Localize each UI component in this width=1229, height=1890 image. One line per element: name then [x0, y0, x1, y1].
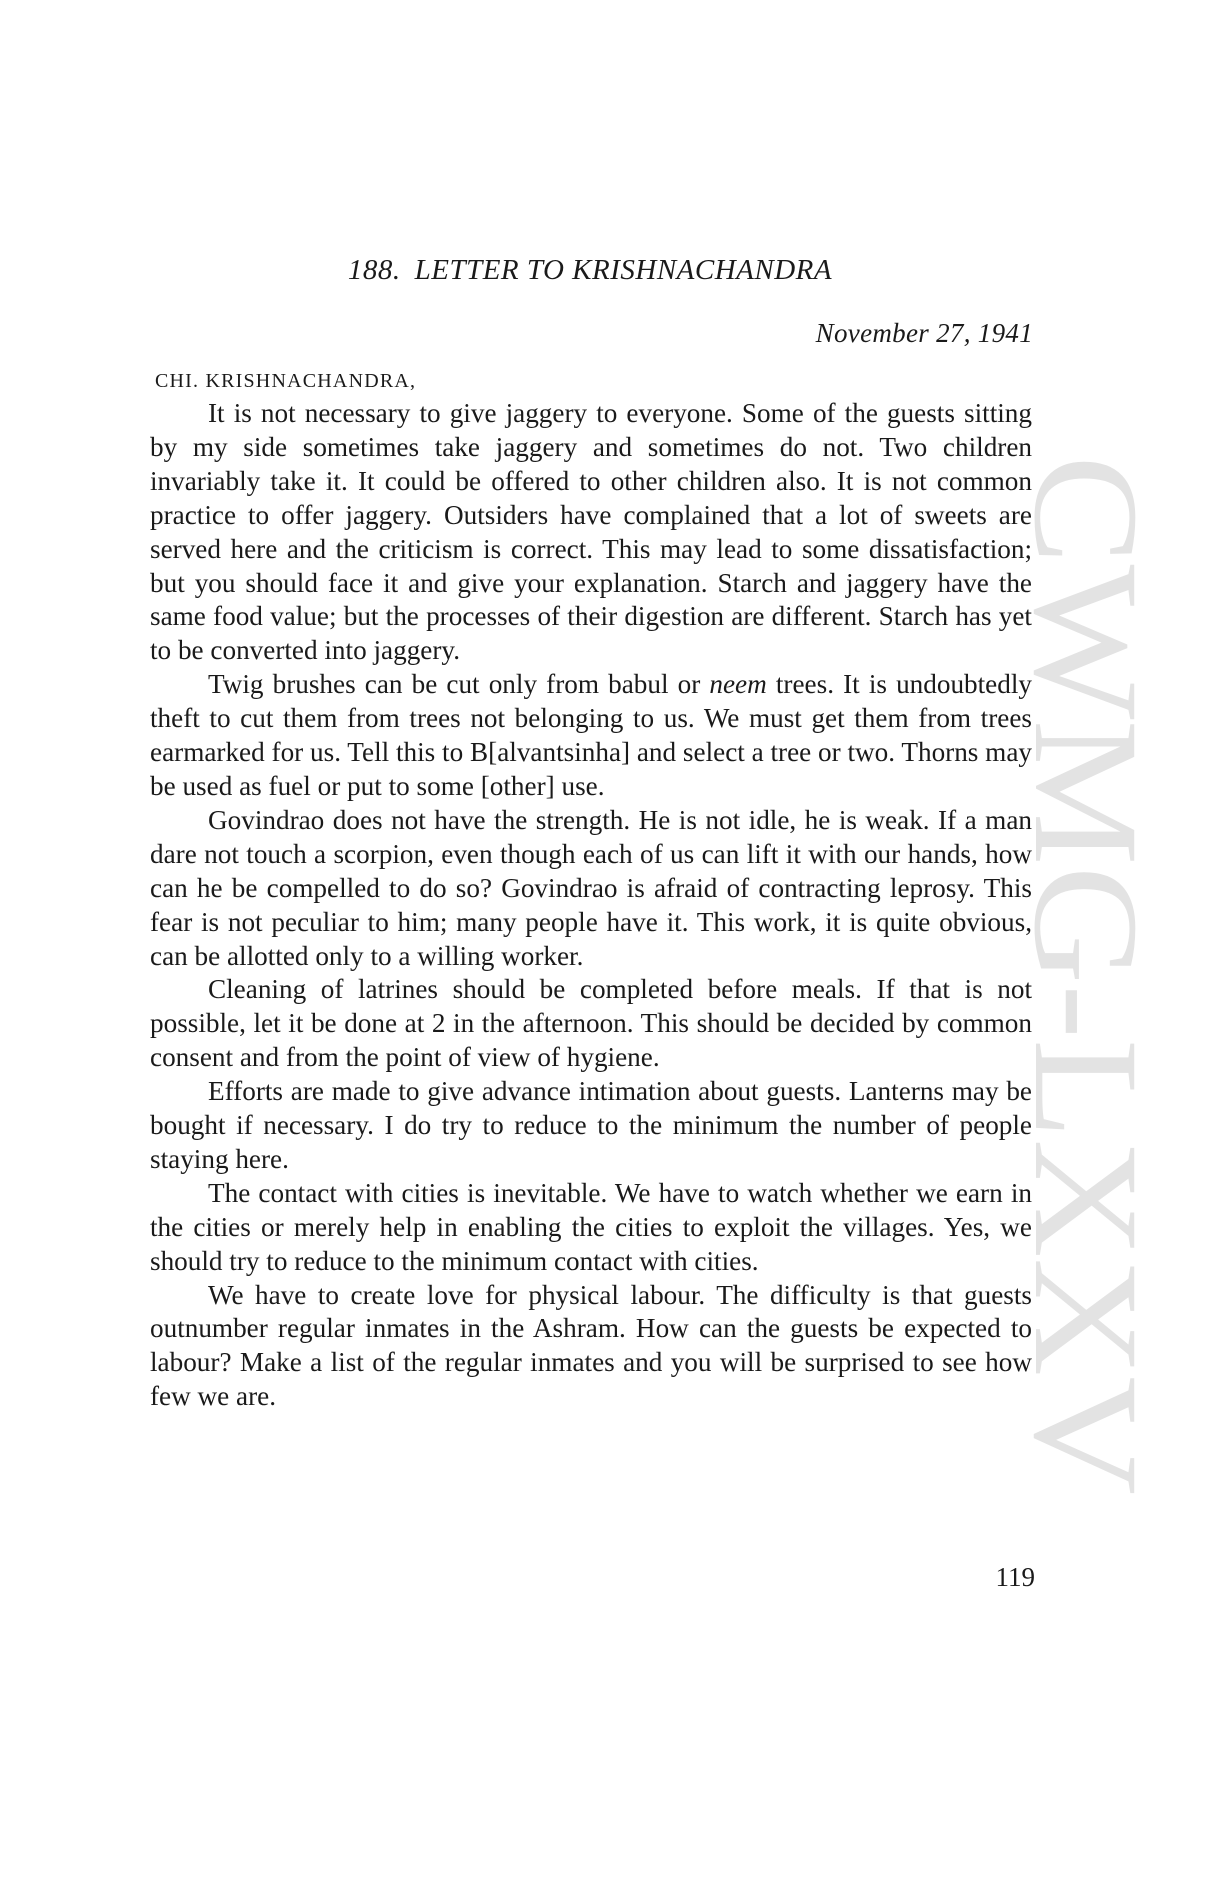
letter-heading — [150, 252, 1030, 288]
letter-number: 188. — [347, 254, 401, 286]
letter-body — [150, 397, 1032, 1414]
letter-title: LETTER TO KRISHNACHANDRA — [414, 254, 833, 286]
paragraph-5: Efforts are made to give advance intimation about guests. Lanterns may be bought if necessary. I do try to reduce to the minimum the number of people staying here. — [150, 1076, 1032, 1174]
watermark-text: CWMG-LXXV — [1003, 455, 1169, 1405]
paragraph-2-part-1: Twig brushes can be cut only from babul or — [208, 669, 710, 700]
paragraph-4: Cleaning of latrines should be completed before meals. If that is not possible, let it be done at 2 in the afternoon. This should be decided by common consent and from the point of view of hygiene. — [150, 974, 1032, 1073]
paragraph-2-part-2: trees. It is undoubtedly theft to cut them from trees not belonging to us. We must get them from trees earmarked for us. Tell this to B[alvantsinha] and select a tree or two. Thorns may be used as fuel or put to some [other] use. — [150, 669, 1032, 801]
paragraph-3: Govindrao does not have the strength. He is not idle, he is weak. If a man dare not touch a scorpion, even though each of us can lift it with our hands, how can he be compelled to do so? Govindrao is afraid of contracting leprosy. This fear is not peculiar to him; many people have it. This work, it is quite obvious, can be allotted only to a willing worker. — [150, 804, 1032, 971]
salutation: CHI. KRISHNACHANDRA, — [155, 370, 417, 392]
paragraph-2-italic-word: neem — [709, 669, 767, 700]
paragraph-7: We have to create love for physical labour. The difficulty is that guests outnumber regular inmates in the Ashram. How can the guests be expected to labour? Make a list of the regular inmates and you will be surprised to see how few we are. — [150, 1279, 1032, 1412]
page-number: 119 — [995, 1562, 1035, 1592]
paragraph-2 — [150, 668, 1032, 804]
paragraph-6: The contact with cities is inevitable. We have to watch whether we earn in the cities or merely help in enabling the cities to exploit the villages. Yes, we should try to reduce to the minimum contact with cities. — [150, 1177, 1032, 1276]
paragraph-1: It is not necessary to give jaggery to everyone. Some of the guests sitting by my side sometimes take jaggery and sometimes do not. Two children invariably take it. It could be offered to other children also. It is not common practice to offer jaggery. Outsiders have complained that a lot of sweets are served here and the criticism is correct. This may lead to some dissatisfaction; but you should face it and give your explanation. Starch and jaggery have the same food value; but the processes of their digestion are different. Starch has yet to be converted into jaggery. — [150, 398, 1032, 666]
letter-date: November 27, 1941 — [815, 318, 1033, 348]
